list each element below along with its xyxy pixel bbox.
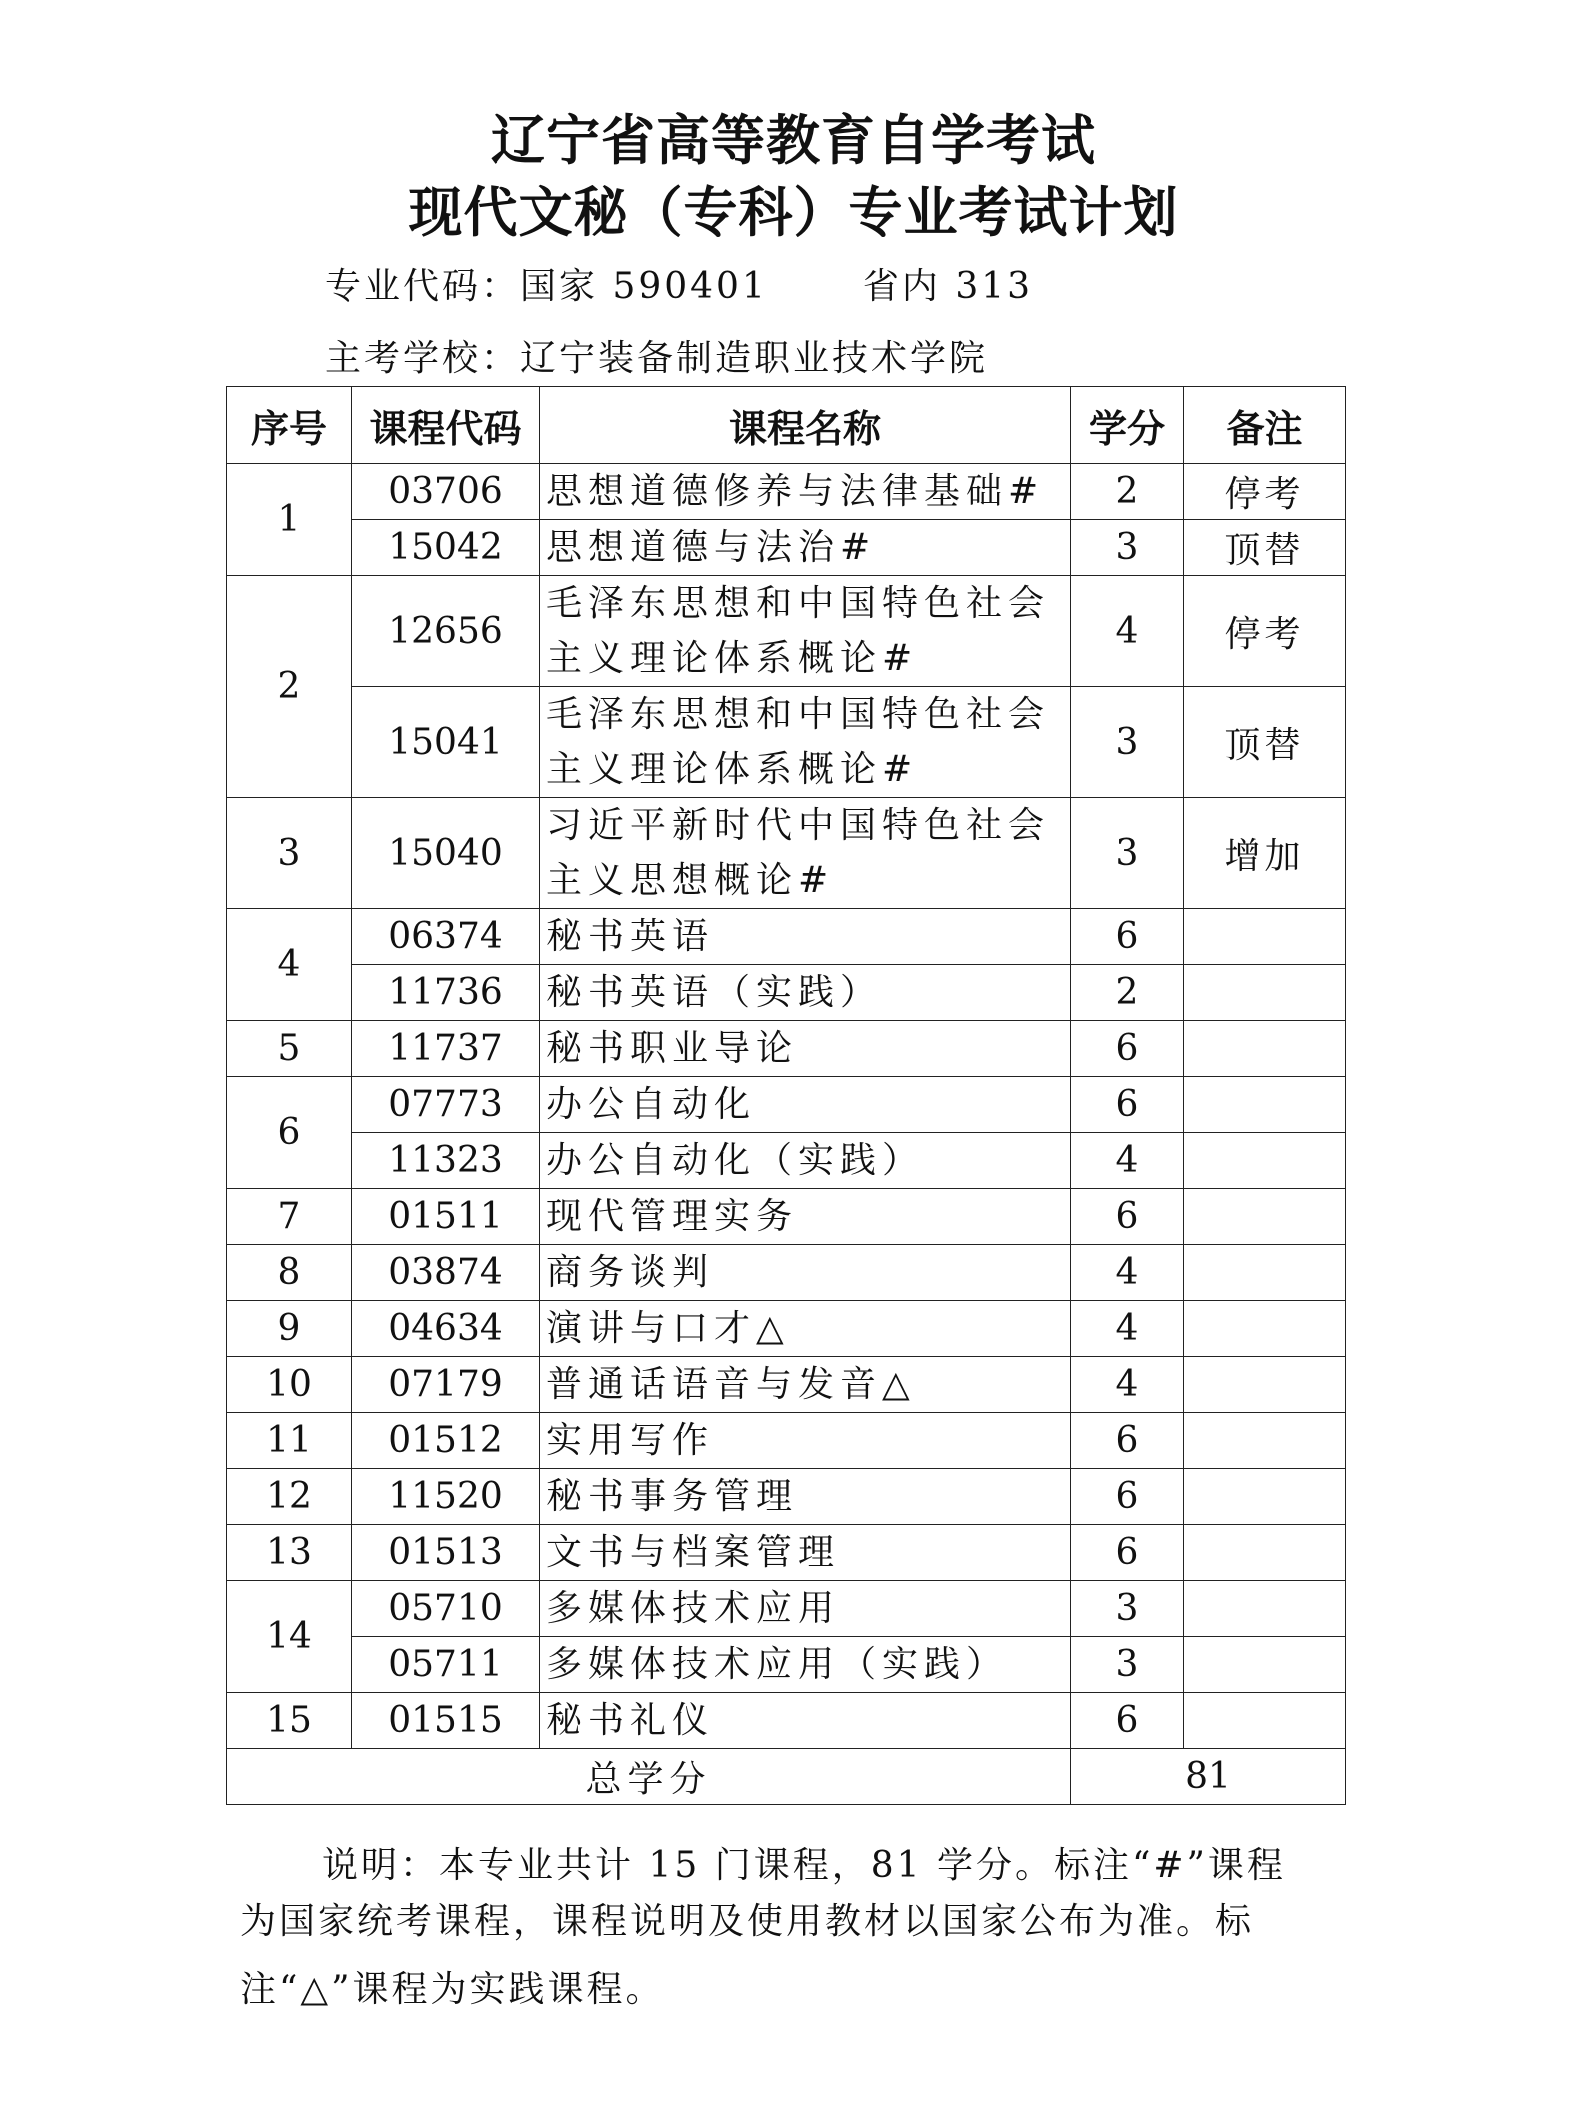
table-row <box>227 1021 1346 1077</box>
seq-cell: 12 <box>227 1469 352 1525</box>
credit-cell: 4 <box>1071 576 1184 687</box>
code-cell: 11323 <box>352 1133 540 1189</box>
credit-cell: 2 <box>1071 464 1184 520</box>
credit-cell: 4 <box>1071 1133 1184 1189</box>
table-row <box>227 798 1346 909</box>
school-line: 主考学校：辽宁装备制造职业技术学院 <box>325 338 989 379</box>
code-cell: 01513 <box>352 1525 540 1581</box>
seq-cell: 4 <box>227 909 352 1021</box>
seq-cell: 7 <box>227 1189 352 1245</box>
credit-cell: 4 <box>1071 1301 1184 1357</box>
page-title: 辽宁省高等教育自学考试 <box>491 109 1096 172</box>
code-cell: 11737 <box>352 1021 540 1077</box>
code-cell: 01515 <box>352 1693 540 1749</box>
code-cell: 04634 <box>352 1301 540 1357</box>
name-cell: 思想道德与法治# <box>540 520 1071 576</box>
seq-cell: 9 <box>227 1301 352 1357</box>
credit-cell: 4 <box>1071 1357 1184 1413</box>
credit-cell: 6 <box>1071 1525 1184 1581</box>
code-cell: 06374 <box>352 909 540 965</box>
name-cell <box>540 798 1071 909</box>
name-cell: 演讲与口才△ <box>540 1301 1071 1357</box>
note-line: 说明：本专业共计 15 门课程，81 学分。标注“#”课程 <box>322 1845 1286 1886</box>
table-header-row <box>227 387 1346 464</box>
table-row <box>227 1357 1346 1413</box>
table-row <box>227 687 1346 798</box>
credit-cell: 6 <box>1071 1189 1184 1245</box>
seq-cell: 15 <box>227 1693 352 1749</box>
code-cell: 05710 <box>352 1581 540 1637</box>
name-cell: 商务谈判 <box>540 1245 1071 1301</box>
remark-cell <box>1184 1077 1346 1133</box>
remark-cell: 顶替 <box>1184 687 1346 798</box>
seq-cell: 5 <box>227 1021 352 1077</box>
credit-cell: 3 <box>1071 520 1184 576</box>
remark-cell: 顶替 <box>1184 520 1346 576</box>
header-remark: 备注 <box>1184 387 1346 464</box>
seq-cell: 6 <box>227 1077 352 1189</box>
seq-cell: 3 <box>227 798 352 909</box>
table-row <box>227 1525 1346 1581</box>
name-cell: 多媒体技术应用（实践） <box>540 1637 1071 1693</box>
table-row <box>227 1189 1346 1245</box>
name-cell: 现代管理实务 <box>540 1189 1071 1245</box>
credit-cell: 6 <box>1071 1021 1184 1077</box>
code-cell: 01511 <box>352 1189 540 1245</box>
remark-cell <box>1184 1357 1346 1413</box>
name-line: 主义思想概论# <box>546 860 835 901</box>
note-line: 为国家统考课程，课程说明及使用教材以国家公布为准。标 <box>240 1901 1255 1942</box>
credit-cell: 3 <box>1071 687 1184 798</box>
remark-cell <box>1184 1301 1346 1357</box>
table-row <box>227 1469 1346 1525</box>
province-code: 省内 313 <box>862 266 1034 307</box>
header-seq: 序号 <box>227 387 352 464</box>
code-cell: 15042 <box>352 520 540 576</box>
code-cell: 07179 <box>352 1357 540 1413</box>
credit-cell: 3 <box>1071 798 1184 909</box>
total-row <box>227 1749 1346 1805</box>
credit-cell: 6 <box>1071 1413 1184 1469</box>
name-cell: 办公自动化（实践） <box>540 1133 1071 1189</box>
seq-cell: 8 <box>227 1245 352 1301</box>
credit-cell: 6 <box>1071 1693 1184 1749</box>
name-cell: 实用写作 <box>540 1413 1071 1469</box>
remark-cell <box>1184 1245 1346 1301</box>
remark-cell <box>1184 1525 1346 1581</box>
table-row <box>227 965 1346 1021</box>
course-plan-table <box>226 386 1346 1805</box>
remark-cell <box>1184 1021 1346 1077</box>
table-row <box>227 1637 1346 1693</box>
name-line: 主义理论体系概论# <box>546 638 919 679</box>
remark-cell: 停考 <box>1184 576 1346 687</box>
credit-cell: 6 <box>1071 1469 1184 1525</box>
table-row <box>227 1693 1346 1749</box>
name-cell: 文书与档案管理 <box>540 1525 1071 1581</box>
credit-cell: 3 <box>1071 1581 1184 1637</box>
remark-cell <box>1184 1637 1346 1693</box>
seq-cell: 10 <box>227 1357 352 1413</box>
remark-cell <box>1184 909 1346 965</box>
name-cell: 办公自动化 <box>540 1077 1071 1133</box>
table-row <box>227 1581 1346 1637</box>
name-cell: 秘书事务管理 <box>540 1469 1071 1525</box>
name-cell: 秘书礼仪 <box>540 1693 1071 1749</box>
major-code-line <box>325 258 1033 309</box>
code-cell: 15041 <box>352 687 540 798</box>
name-cell: 秘书英语 <box>540 909 1071 965</box>
credit-cell: 6 <box>1071 1077 1184 1133</box>
table-row <box>227 576 1346 687</box>
seq-cell: 13 <box>227 1525 352 1581</box>
remark-cell <box>1184 1133 1346 1189</box>
code-cell: 15040 <box>352 798 540 909</box>
remark-cell <box>1184 1693 1346 1749</box>
code-cell: 07773 <box>352 1077 540 1133</box>
remark-cell <box>1184 1189 1346 1245</box>
table-row <box>227 1301 1346 1357</box>
remark-cell <box>1184 1581 1346 1637</box>
credit-cell: 6 <box>1071 909 1184 965</box>
code-cell: 03874 <box>352 1245 540 1301</box>
remark-cell <box>1184 1413 1346 1469</box>
seq-cell: 11 <box>227 1413 352 1469</box>
name-line: 毛泽东思想和中国特色社会 <box>546 583 1051 624</box>
name-cell: 秘书职业导论 <box>540 1021 1071 1077</box>
name-line: 主义理论体系概论# <box>546 749 919 790</box>
code-cell: 11736 <box>352 965 540 1021</box>
name-cell <box>540 576 1071 687</box>
name-line: 习近平新时代中国特色社会 <box>546 805 1051 846</box>
credit-cell: 4 <box>1071 1245 1184 1301</box>
table-row <box>227 1077 1346 1133</box>
table-row <box>227 520 1346 576</box>
header-credit: 学分 <box>1071 387 1184 464</box>
seq-cell: 2 <box>227 576 352 798</box>
page-subtitle: 现代文秘（专科）专业考试计划 <box>408 181 1179 244</box>
table-row <box>227 464 1346 520</box>
remark-cell: 增加 <box>1184 798 1346 909</box>
name-line: 毛泽东思想和中国特色社会 <box>546 694 1051 735</box>
national-code: 专业代码：国家 590401 <box>325 266 768 307</box>
code-cell: 12656 <box>352 576 540 687</box>
explanation-note <box>240 1838 1340 2018</box>
remark-cell: 停考 <box>1184 464 1346 520</box>
header-code: 课程代码 <box>352 387 540 464</box>
code-cell: 03706 <box>352 464 540 520</box>
seq-cell: 14 <box>227 1581 352 1693</box>
header-name: 课程名称 <box>540 387 1071 464</box>
name-cell: 多媒体技术应用 <box>540 1581 1071 1637</box>
name-cell <box>540 687 1071 798</box>
code-cell: 01512 <box>352 1413 540 1469</box>
name-cell: 思想道德修养与法律基础# <box>540 464 1071 520</box>
total-credits-value: 81 <box>1071 1749 1346 1805</box>
total-credits-label: 总学分 <box>227 1749 1071 1805</box>
credit-cell: 2 <box>1071 965 1184 1021</box>
table-row <box>227 1245 1346 1301</box>
code-cell: 11520 <box>352 1469 540 1525</box>
remark-cell <box>1184 965 1346 1021</box>
name-cell: 秘书英语（实践） <box>540 965 1071 1021</box>
table-row <box>227 1413 1346 1469</box>
note-line: 注“△”课程为实践课程。 <box>240 1969 665 2010</box>
table-row <box>227 909 1346 965</box>
credit-cell: 3 <box>1071 1637 1184 1693</box>
seq-cell: 1 <box>227 464 352 576</box>
remark-cell <box>1184 1469 1346 1525</box>
name-cell: 普通话语音与发音△ <box>540 1357 1071 1413</box>
code-cell: 05711 <box>352 1637 540 1693</box>
table-row <box>227 1133 1346 1189</box>
